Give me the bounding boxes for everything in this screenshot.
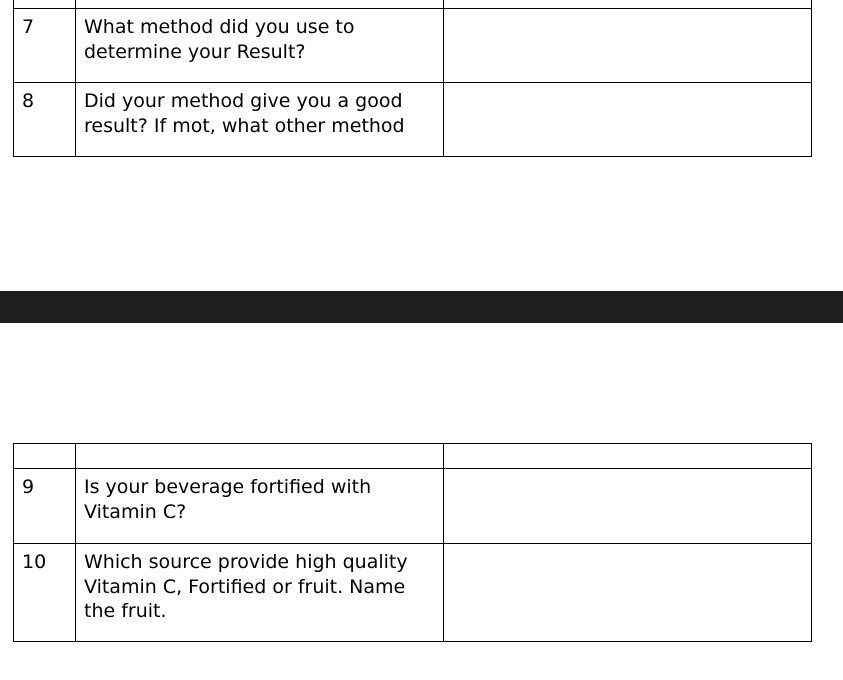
question-number: 8 <box>14 83 76 157</box>
question-text: Which source provide high quality Vitamin C, Fortified or fruit. Name the fruit. <box>76 544 444 642</box>
header-cell <box>76 444 444 469</box>
page-divider-band <box>0 291 843 323</box>
questions-table-top <box>13 0 812 157</box>
table-row <box>14 0 812 9</box>
question-number: 7 <box>14 9 76 83</box>
answer-cell[interactable] <box>444 544 812 642</box>
table-row <box>14 469 812 544</box>
answer-cell[interactable] <box>444 83 812 157</box>
questions-table-bottom <box>13 443 812 642</box>
answer-cell[interactable] <box>444 9 812 83</box>
number-cell <box>14 0 76 9</box>
answer-cell[interactable] <box>444 469 812 544</box>
answer-cell[interactable] <box>444 0 812 9</box>
table-row <box>14 83 812 157</box>
header-cell <box>444 444 812 469</box>
question-cell <box>76 0 444 9</box>
question-text: What method did you use to determine your Result? <box>76 9 444 83</box>
table-row <box>14 544 812 642</box>
question-text: Is your beverage fortified with Vitamin C? <box>76 469 444 544</box>
table-header-row <box>14 444 812 469</box>
header-cell <box>14 444 76 469</box>
question-text: Did your method give you a good result? If mot, what other method <box>76 83 444 157</box>
table-row <box>14 9 812 83</box>
question-number: 9 <box>14 469 76 544</box>
question-number: 10 <box>14 544 76 642</box>
